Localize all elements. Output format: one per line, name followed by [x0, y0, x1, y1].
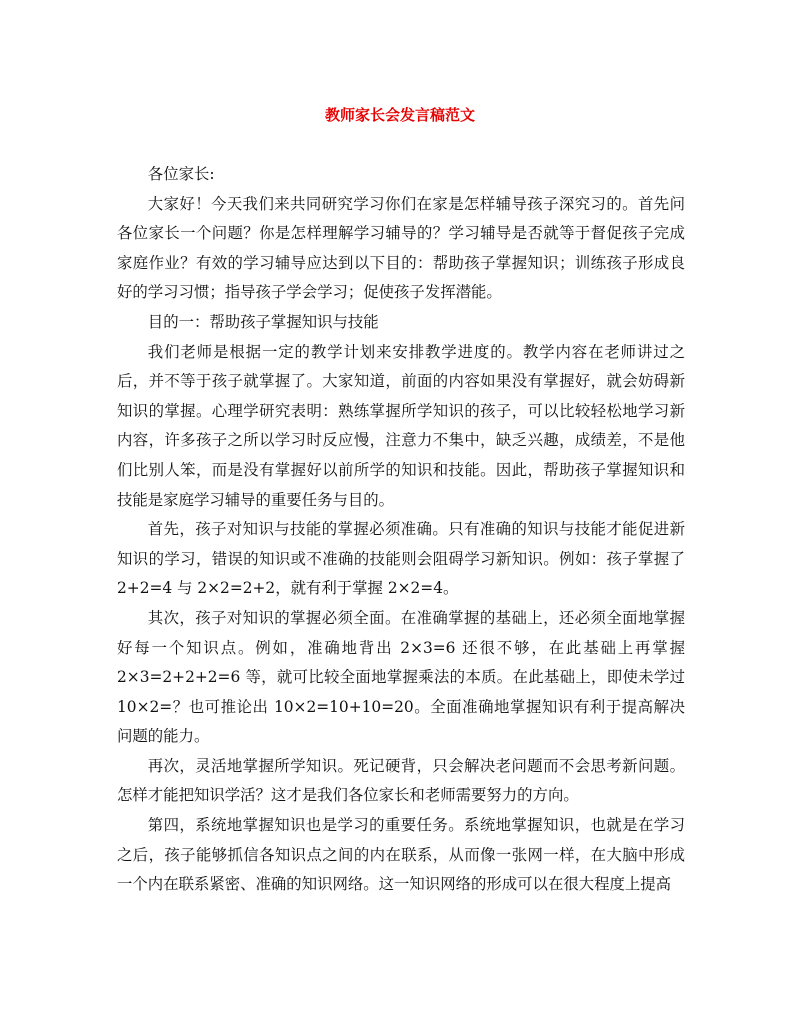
paragraph: 首先，孩子对知识与技能的掌握必须准确。只有准确的知识与技能才能促进新知识的学习，错误的知识或不准确的技能则会阻碍学习新知识。例如：孩子掌握了2+2=4 与 2×2=2+2，就有利于掌握 2×2=4。 [117, 520, 685, 598]
paragraph: 我们老师是根据一定的教学计划来安排教学进度的。教学内容在老师讲过之后，并不等于孩子就掌握了。大家知道，前面的内容如果没有掌握好，就会妨碍新知识的掌握。心理学研究表明：熟练掌握所学知识的孩子，可以比较轻松地学习新内容，许多孩子之所以学习时反应慢，注意力不集中，缺乏兴趣，成绩差，不是他们比别人笨，而是没有掌握好以前所学的知识和技能。因此，帮助孩子掌握知识和技能是家庭学习辅导的重要任务与目的。 [117, 342, 685, 509]
document-body [117, 160, 685, 900]
paragraph-heading: 目的一：帮助孩子掌握知识与技能 [147, 312, 379, 331]
paragraph: 再次，灵活地掌握所学知识。死记硬背，只会解决老问题而不会思考新问题。怎样才能把知识学活？这才是我们各位家长和老师需要努力的方向。 [117, 756, 685, 805]
paragraph: 大家好！今天我们来共同研究学习你们在家是怎样辅导孩子深究习的。首先问各位家长一个问题？你是怎样理解学习辅导的？学习辅导是否就等于督促孩子完成家庭作业？有效的学习辅导应达到以下目的：帮助孩子掌握知识；训练孩子形成良好的学习习惯；指导孩子学会学习；促使孩子发挥潜能。 [117, 194, 685, 302]
document-title: 教师家长会发言稿范文 [324, 106, 475, 124]
paragraph: 其次，孩子对知识的掌握必须全面。在准确掌握的基础上，还必须全面地掌握好每一个知识点。例如，准确地背出 2×3=6 还很不够，在此基础上再掌握2×3=2+2+2=6 等，就可比较全面地掌握乘法的本质。在此基础上，即使未学过10×2=？也可推论出 10×2=10+10=20。全面准确地掌握知识有利于提高解决问题的能力。 [117, 608, 685, 746]
paragraph-greeting: 各位家长: [147, 165, 215, 183]
paragraph: 第四，系统地掌握知识也是学习的重要任务。系统地掌握知识，也就是在学习之后，孩子能够抓信各知识点之间的内在联系，从而像一张网一样，在大脑中形成一个内在联系紧密、准确的知识网络。这一知识网络的形成可以在很大程度上提高 [117, 816, 685, 894]
